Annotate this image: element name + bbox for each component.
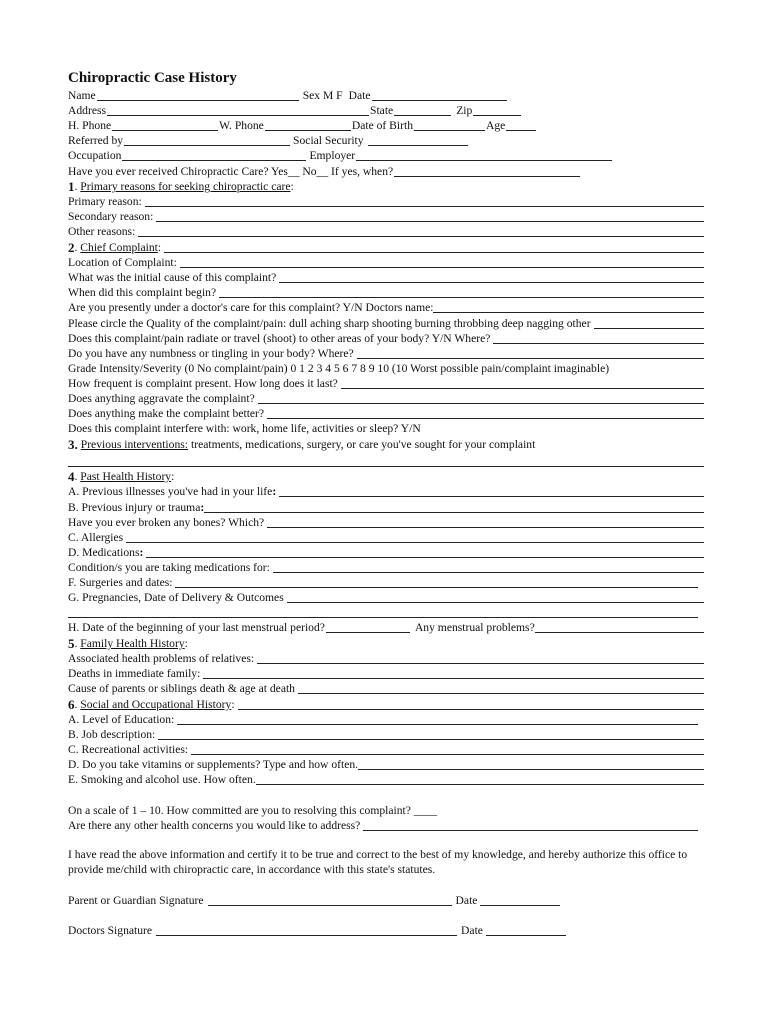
smoking-row bbox=[68, 772, 704, 787]
vitamins-field[interactable] bbox=[358, 769, 704, 770]
secondary-reason-field[interactable] bbox=[156, 221, 704, 222]
illnesses-field[interactable] bbox=[279, 496, 704, 497]
state-field[interactable] bbox=[394, 115, 451, 116]
quality-row bbox=[68, 315, 704, 330]
zip-field[interactable] bbox=[473, 115, 521, 116]
interfere-row bbox=[68, 421, 704, 436]
home-phone-field[interactable] bbox=[112, 130, 218, 131]
allergies-field[interactable] bbox=[126, 542, 704, 543]
education-row bbox=[68, 712, 704, 727]
pregnancies-field-2[interactable] bbox=[68, 617, 698, 618]
when-begin-field[interactable] bbox=[219, 297, 704, 298]
other-concerns-label: Are there any other health concerns you would like to address? bbox=[68, 819, 361, 833]
surgeries-row bbox=[68, 575, 704, 590]
zip-label: Zip bbox=[456, 104, 473, 118]
bones-row bbox=[68, 515, 704, 530]
section-6-title: Social and Occupational History bbox=[80, 697, 232, 711]
initial-cause-field[interactable] bbox=[279, 282, 704, 283]
guardian-date-field[interactable] bbox=[480, 905, 560, 906]
doctor-signature-field[interactable] bbox=[156, 935, 457, 936]
recreation-field[interactable] bbox=[191, 754, 704, 755]
doctor-signature-row bbox=[68, 923, 704, 938]
other-reasons-field[interactable] bbox=[138, 236, 704, 237]
when-begin-row bbox=[68, 285, 704, 300]
illnesses-row bbox=[68, 484, 704, 499]
pregnancies-label: G. Pregnancies, Date of Delivery & Outcomes bbox=[68, 591, 284, 605]
name-label: Name bbox=[68, 89, 96, 103]
illnesses-colon: : bbox=[272, 485, 277, 499]
other-concerns-row bbox=[68, 818, 704, 833]
address-row bbox=[68, 103, 704, 118]
interventions-field[interactable] bbox=[68, 466, 704, 467]
occupation-label: Occupation bbox=[68, 149, 122, 163]
name-field[interactable] bbox=[97, 100, 299, 101]
primary-reason-row bbox=[68, 194, 704, 209]
doctor-date-label: Date bbox=[461, 923, 483, 937]
education-label: A. Level of Education: bbox=[68, 712, 175, 726]
address-label: Address bbox=[68, 104, 106, 118]
dob-field[interactable] bbox=[414, 130, 485, 131]
form-content bbox=[68, 68, 704, 938]
injury-colon: : bbox=[200, 500, 205, 514]
grade-row bbox=[68, 361, 704, 376]
surgeries-label: F. Surgeries and dates: bbox=[68, 576, 173, 589]
smoking-label: E. Smoking and alcohol use. How often. bbox=[68, 773, 256, 787]
radiate-row bbox=[68, 331, 704, 346]
section-5-title: Family Health History bbox=[80, 636, 185, 650]
deaths-field[interactable] bbox=[203, 678, 704, 679]
referred-row bbox=[68, 133, 704, 148]
other-concerns-field[interactable] bbox=[363, 830, 698, 831]
section-4-title: Past Health History bbox=[80, 470, 172, 484]
menstrual-problems-field[interactable] bbox=[535, 632, 704, 633]
prior-care-row bbox=[68, 163, 704, 178]
prior-care-when-field[interactable] bbox=[394, 176, 580, 177]
surgeries-field[interactable] bbox=[175, 587, 698, 588]
better-row bbox=[68, 406, 704, 421]
sex-label: Sex M F bbox=[302, 89, 343, 103]
grade-scale[interactable]: Grade Intensity/Severity (0 No complaint/pain) 0 1 2 3 4 5 6 7 8 9 10 (10 Worst possible pain/complaint imaginable) bbox=[68, 361, 610, 375]
quality-other-field[interactable] bbox=[594, 328, 704, 329]
initial-cause-row bbox=[68, 270, 704, 285]
cause-row bbox=[68, 681, 704, 696]
smoking-field[interactable] bbox=[256, 784, 704, 785]
state-label: State bbox=[370, 104, 394, 118]
chief-complaint-field[interactable] bbox=[164, 252, 704, 253]
secondary-reason-row bbox=[68, 209, 704, 224]
section-3-description: treatments, medications, surgery, or care you've sought for your complaint bbox=[190, 437, 536, 451]
employer-field[interactable] bbox=[356, 160, 612, 161]
bones-label: Have you ever broken any bones? Which? bbox=[68, 515, 265, 529]
referred-by-field[interactable] bbox=[124, 145, 290, 146]
section-6-number: 6 bbox=[68, 696, 75, 712]
guardian-date-label: Date bbox=[455, 893, 478, 907]
section-2-number: 2 bbox=[68, 240, 75, 256]
form-title: Chiropractic Case History bbox=[68, 70, 237, 86]
age-field[interactable] bbox=[506, 130, 536, 131]
job-field[interactable] bbox=[158, 739, 704, 740]
initial-cause-label: What was the initial cause of this complaint? bbox=[68, 271, 277, 285]
cause-label: Cause of parents or siblings death & age at death bbox=[68, 682, 295, 696]
doctors-care-row bbox=[68, 300, 704, 315]
doctor-signature-label: Doctors Signature bbox=[68, 923, 153, 937]
associated-row bbox=[68, 651, 704, 666]
medications-row bbox=[68, 545, 704, 560]
allergies-label: C. Allergies bbox=[68, 530, 124, 544]
radiate-label: Does this complaint/pain radiate or travel (shoot) to other areas of your body? Y/N Where? bbox=[68, 331, 491, 345]
doctor-date-field[interactable] bbox=[486, 935, 566, 936]
section-2-title: Chief Complaint bbox=[80, 241, 158, 255]
date-field[interactable] bbox=[372, 100, 507, 101]
menstrual-date-field[interactable] bbox=[326, 632, 410, 633]
location-field[interactable] bbox=[180, 267, 704, 268]
name-row bbox=[68, 88, 704, 103]
doctors-name-field[interactable] bbox=[433, 312, 704, 313]
injury-field[interactable] bbox=[204, 512, 704, 513]
deaths-label: Deaths in immediate family: bbox=[68, 667, 201, 681]
prior-care-question: Have you ever received Chiropractic Care? Yes__ No__ If yes, when? bbox=[68, 164, 394, 178]
ssn-field[interactable] bbox=[368, 145, 468, 146]
menstrual-date-label: H. Date of the beginning of your last menstrual period? bbox=[68, 621, 325, 635]
aggravate-label: Does anything aggravate the complaint? bbox=[68, 391, 255, 405]
illnesses-label: A. Previous illnesses you've had in your life bbox=[68, 485, 273, 499]
job-row bbox=[68, 727, 704, 742]
interventions-row bbox=[68, 452, 704, 469]
radiate-where-field[interactable] bbox=[493, 343, 704, 344]
section-6-heading: 6 . Social and Occupational History : bbox=[68, 696, 704, 712]
section-4-heading: 4 . Past Health History : bbox=[68, 469, 175, 485]
menstrual-problems-label: Any menstrual problems? bbox=[414, 621, 535, 635]
associated-field[interactable] bbox=[257, 663, 704, 664]
section-3-heading bbox=[68, 436, 704, 452]
guardian-signature-label: Parent or Guardian Signature bbox=[68, 893, 204, 907]
employer-label: Employer bbox=[309, 149, 356, 163]
home-phone-label: H. Phone bbox=[68, 119, 112, 133]
aggravate-field[interactable] bbox=[258, 403, 704, 404]
bones-field[interactable] bbox=[267, 527, 704, 528]
location-label: Location of Complaint: bbox=[68, 256, 177, 270]
section-3-number: 3. bbox=[68, 436, 78, 452]
pregnancies-row-2 bbox=[68, 605, 704, 620]
frequency-field[interactable] bbox=[341, 388, 704, 389]
work-phone-field[interactable] bbox=[265, 130, 351, 131]
work-phone-label: W. Phone bbox=[219, 119, 264, 133]
section-3-title: Previous interventions: bbox=[80, 437, 188, 451]
vitamins-label: D. Do you take vitamins or supplements? Type and how often. bbox=[68, 758, 359, 772]
recreation-row bbox=[68, 742, 704, 757]
primary-reason-field[interactable] bbox=[145, 206, 704, 207]
section-5-number: 5 bbox=[68, 635, 75, 651]
numbness-where-field[interactable] bbox=[357, 358, 704, 359]
vitamins-row bbox=[68, 757, 704, 772]
menstrual-row bbox=[68, 620, 704, 635]
when-begin-label: When did this complaint begin? bbox=[68, 286, 217, 300]
quality-label: Please circle the Quality of the complaint/pain: dull aching sharp shooting burning throbbing deep nagging other bbox=[68, 316, 591, 330]
numbness-label: Do you have any numbness or tingling in your body? Where? bbox=[68, 346, 354, 360]
numbness-row bbox=[68, 346, 704, 361]
commitment-row bbox=[68, 803, 704, 818]
pregnancies-field[interactable] bbox=[287, 602, 704, 603]
conditions-field[interactable] bbox=[273, 572, 704, 573]
address-field[interactable] bbox=[107, 115, 369, 116]
allergies-row bbox=[68, 530, 704, 545]
occupation-row bbox=[68, 148, 704, 163]
conditions-row bbox=[68, 560, 704, 575]
section-1-heading: 1 . Primary reasons for seeking chiropractic care : bbox=[68, 179, 294, 195]
referred-by-label: Referred by bbox=[68, 134, 124, 148]
doctors-care-label: Are you presently under a doctor's care for this complaint? Y/N Doctors name: bbox=[68, 301, 434, 315]
conditions-label: Condition/s you are taking medications for: bbox=[68, 560, 270, 574]
frequency-label: How frequent is complaint present. How long does it last? bbox=[68, 376, 338, 390]
section-5-heading: 5 . Family Health History : bbox=[68, 635, 188, 651]
injury-row bbox=[68, 499, 704, 514]
injury-label: B. Previous injury or trauma bbox=[68, 500, 201, 514]
frequency-row bbox=[68, 376, 704, 391]
cause-field[interactable] bbox=[298, 693, 704, 694]
guardian-signature-row bbox=[68, 892, 704, 907]
occupation-field[interactable] bbox=[122, 160, 306, 161]
pregnancies-row bbox=[68, 590, 704, 605]
better-label: Does anything make the complaint better? bbox=[68, 407, 265, 421]
age-label: Age bbox=[486, 119, 506, 133]
medications-label: D. Medications bbox=[68, 545, 140, 559]
better-field[interactable] bbox=[267, 418, 704, 419]
education-field[interactable] bbox=[177, 724, 698, 725]
job-label: B. Job description: bbox=[68, 727, 156, 741]
section-2-heading: 2 . Chief Complaint : bbox=[68, 239, 704, 255]
primary-reason-label: Primary reason: bbox=[68, 195, 142, 209]
medications-colon: : bbox=[139, 545, 144, 559]
interfere-label: Does this complaint interfere with: work, home life, activities or sleep? Y/N bbox=[68, 422, 421, 436]
other-reasons-label: Other reasons: bbox=[68, 225, 136, 239]
ssn-label: Social Security bbox=[293, 134, 364, 148]
section-1-title: Primary reasons for seeking chiropractic care bbox=[80, 180, 291, 194]
recreation-label: C. Recreational activities: bbox=[68, 743, 189, 757]
commitment-label[interactable]: On a scale of 1 – 10. How committed are you to resolving this complaint? ____ bbox=[68, 804, 437, 818]
dob-label: Date of Birth bbox=[351, 119, 414, 133]
location-row bbox=[68, 255, 704, 270]
medications-field[interactable] bbox=[146, 557, 704, 558]
section-4-number: 4 bbox=[68, 469, 75, 485]
certification-statement: I have read the above information and certify it to be true and correct to the best of my knowledge, and hereby authorize this office to provide me/child with chiropractic care, in accordance with this state's statutes. bbox=[68, 848, 688, 877]
date-label: Date bbox=[348, 89, 371, 103]
social-history-field[interactable] bbox=[238, 709, 704, 710]
associated-label: Associated health problems of relatives: bbox=[68, 651, 255, 665]
guardian-signature-field[interactable] bbox=[208, 905, 452, 906]
section-1-number: 1 bbox=[68, 179, 75, 195]
phone-row bbox=[68, 118, 704, 133]
deaths-row bbox=[68, 666, 704, 681]
other-reasons-row bbox=[68, 224, 704, 239]
aggravate-row bbox=[68, 391, 704, 406]
secondary-reason-label: Secondary reason: bbox=[68, 210, 154, 224]
